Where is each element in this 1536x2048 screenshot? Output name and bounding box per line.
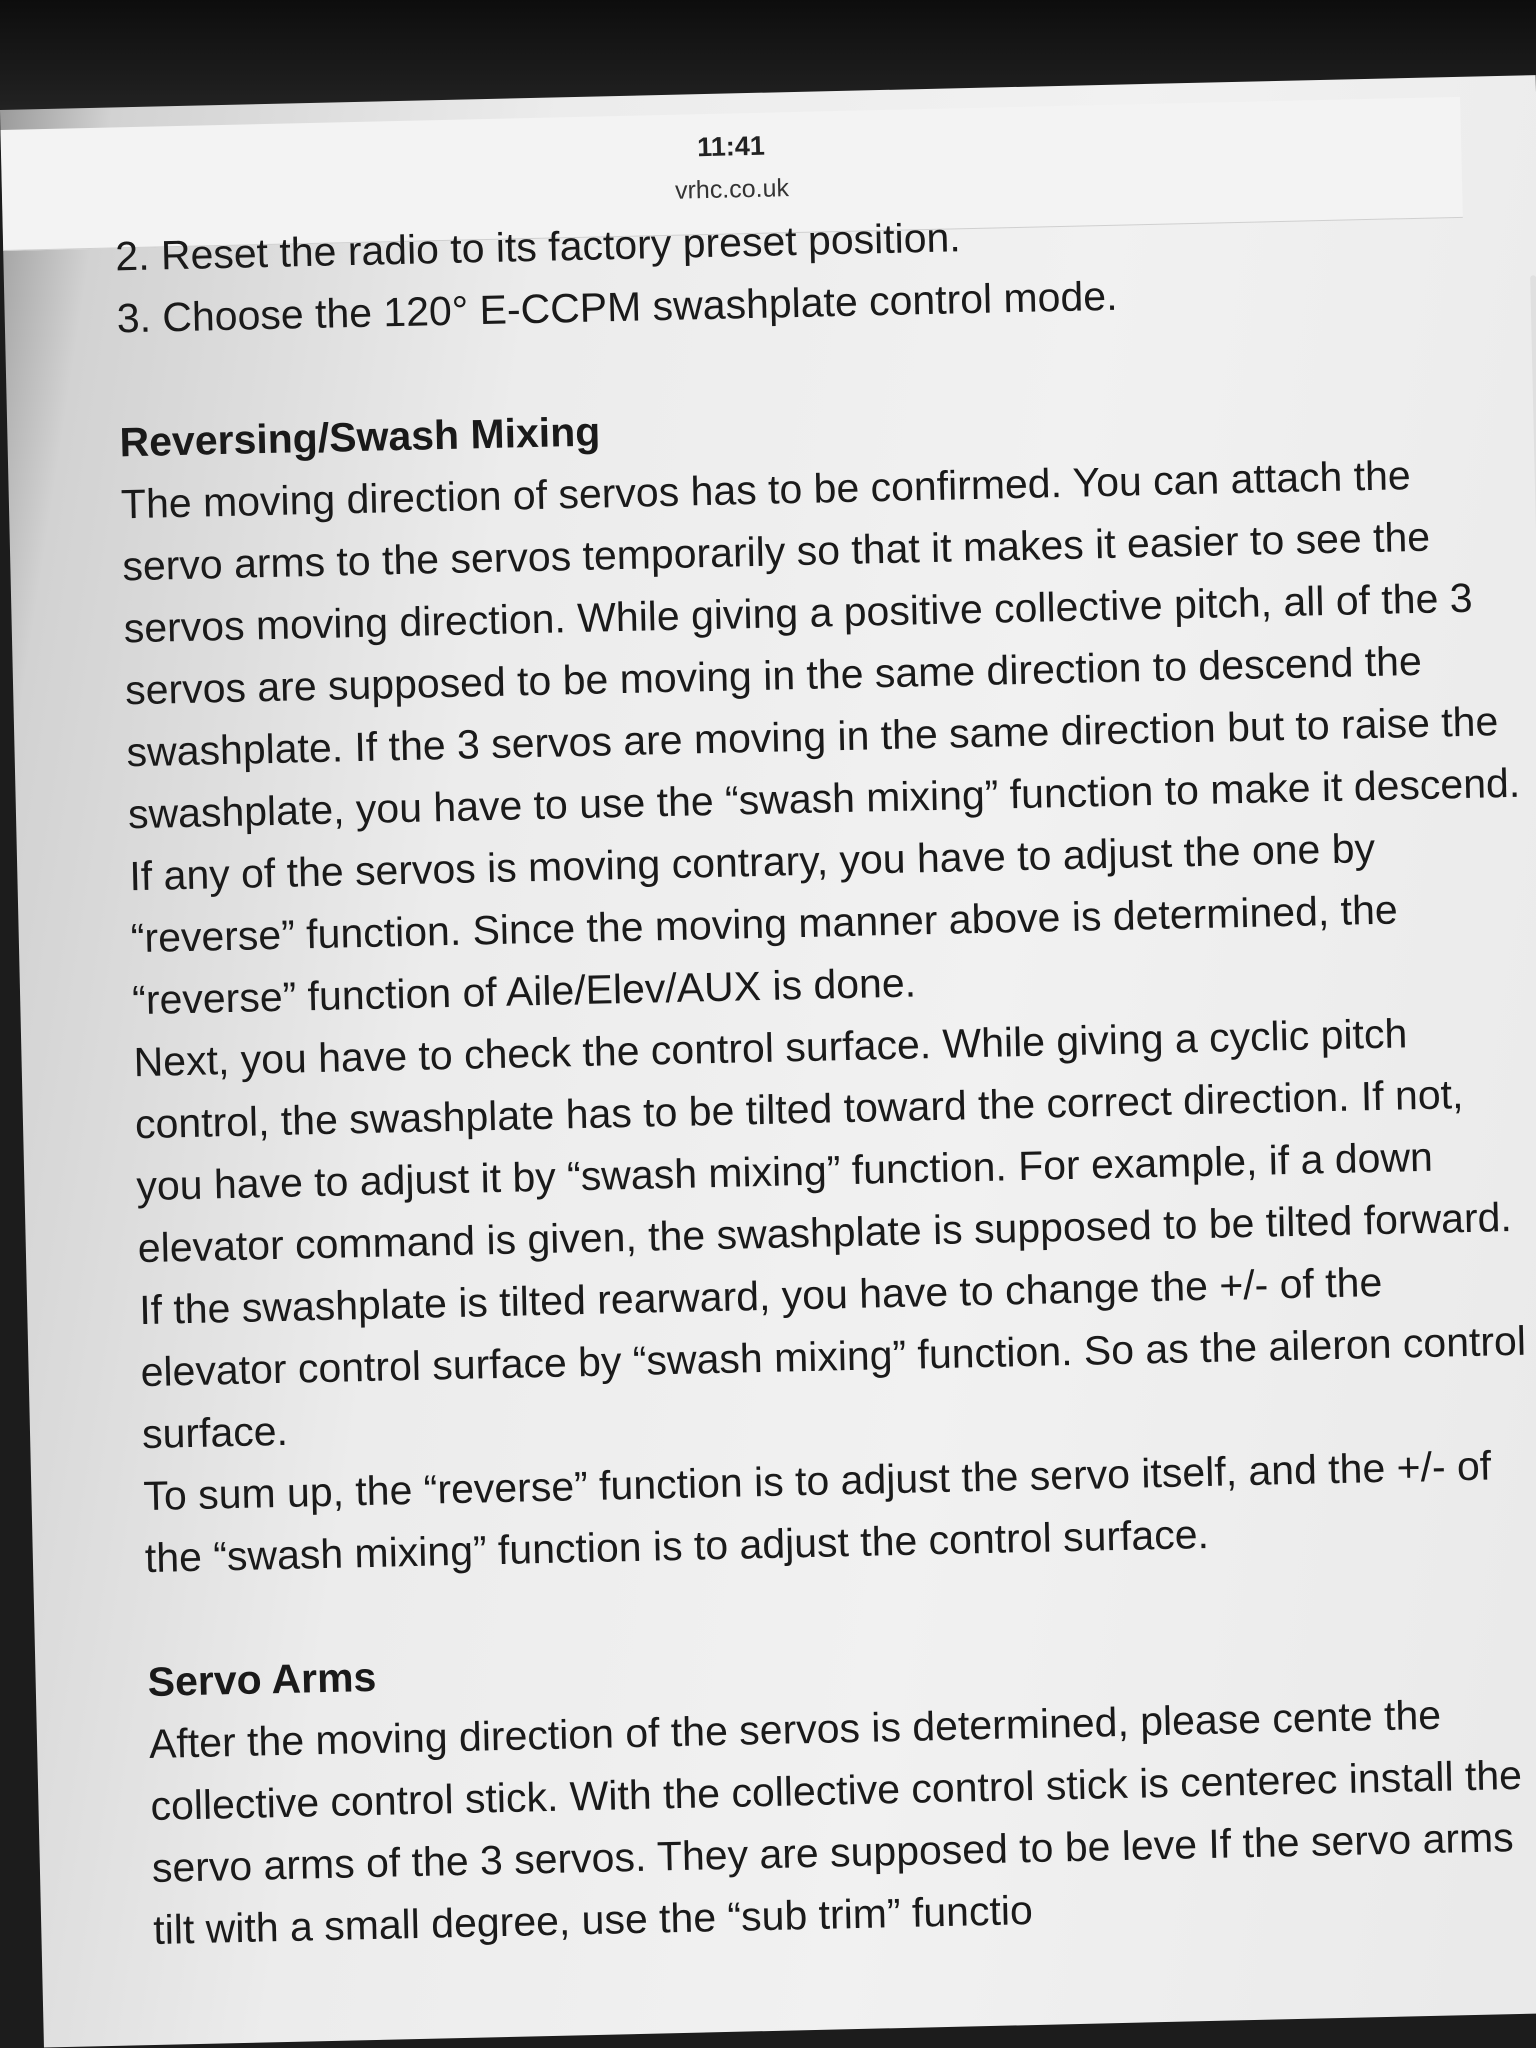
article-content: [115, 194, 1536, 1961]
list-item-step-2: 2. Reset the radio to its factory preset position.: [114, 214, 962, 280]
paragraph-moving-direction: The moving direction of servos has to be confirmed. You can attach the servo arms to the servos temporarily so that it makes it easier to see the servos moving direction. While giving a positive collective pitch, all of the 3 servos are supposed to be moving in the same direction to descend the swashplate. If the 3 servos are moving in the same direction but to raise the swashplate, you have to use the “swash mixing” function to make it descend. If any of the servos is moving contrary, you have to adjust the one by “reverse” function. Since the moving manner above is determined, the “reverse” function of Aile/Elev/AUX is done.: [120, 452, 1521, 1024]
section-heading-servo-arms: Servo Arms: [147, 1653, 377, 1706]
paragraph-sum-up: To sum up, the “reverse” function is to adjust the servo itself, and the +/- of the “swash mixing” function is to adjust the control surface.: [142, 1442, 1492, 1582]
browser-screen: [0, 75, 1536, 2047]
paragraph-servo-arms: After the moving direction of the servos is determined, please cente the collective control stick. With the collective control stick is centerec install the servo arms of the 3 servos. They are supposed to be leve If the servo arms tilt with a small degree, use the “sub trim” functio: [148, 1691, 1523, 1953]
section-heading-reversing: Reversing/Swash Mixing: [119, 408, 601, 466]
paragraph-control-surface: Next, you have to check the control surface. While giving a cyclic pitch control, the swashplate has to be tilted toward the correct direction. If not, you have to adjust it by “swash mixing” function. For example, if a down elevator command is given, the swashplate is supposed to be tilted forward. If the swashplate is tilted rearward, you have to change the +/- of the elevator control surface by “swash mixing” function. So as the aileron control surface.: [133, 1010, 1527, 1458]
status-time: 11:41: [696, 130, 766, 163]
list-item-step-3: 3. Choose the 120° E-CCPM swashplate control mode.: [116, 272, 1118, 342]
url-label[interactable]: vrhc.co.uk: [674, 174, 790, 205]
